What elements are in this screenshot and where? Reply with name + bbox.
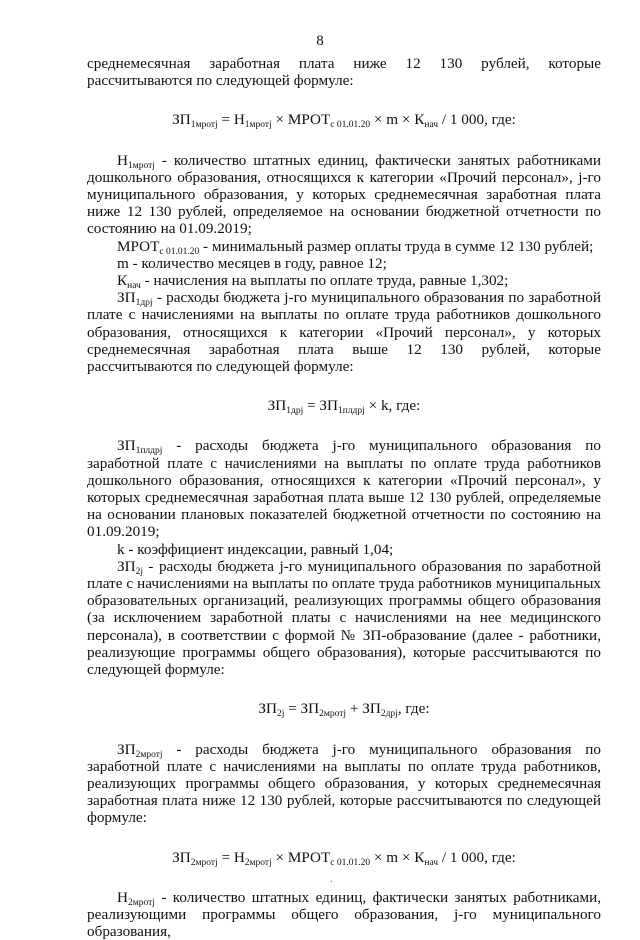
formula-zp2: $ЗП_{2j} = ЗП_{2мротj} + ЗП_{2дрj}$, где:: [258, 700, 430, 720]
formula-zp1dr: $ЗП_{1дрj} = ЗП_{1плдрj} \times k$, где:: [267, 397, 421, 417]
definition-m: m - количество месяцев в году, равное 12;: [117, 254, 387, 272]
definition-mrot: $МРОТ_{с 01.01.20}$ - минимальный размер оплаты труда в сумме 12 130 рублей;: [117, 237, 594, 257]
definition-zp1pldr: $ЗП_{1плдрj}$ - расходы бюджета j-го муниципального образования по заработной плате с начислениями на выплаты по оплате труда работников дошкольного образования, относящихся к категории «Прочий персонал», у которых среднемесячная заработная плата выше 12 130 рублей, определяемые на основании плановых показателей бюджетной отчетности по состоянию на 01.09.2019;: [87, 437, 601, 541]
definition-k: k - коэффициент индексации, равный 1,04;: [117, 540, 394, 558]
definition-knach: $К_{нач}$ - начисления на выплаты по оплате труда, равные 1,302;: [117, 272, 509, 292]
definition-n1mrot: $Н_{1мротj}$ - количество штатных единиц, фактически занятых работниками дошкольного образования, относящихся к категории «Прочий персонал», j-го муниципального образования, у которых среднемесячная заработная плата ниже 12 130 рублей, определяемое на основании бюджетной отчетности по состоянию на 01.09.2019;: [87, 151, 601, 238]
formula-zp1mrot: $ЗП_{1мротj} = Н_{1мротj}$ × $МРОТ_{с 01.01.20} \times m \times К_{нач} / 1$ 000, где:: [172, 111, 516, 131]
footer-mark: .: [330, 874, 333, 885]
definition-zp2mrot: $ЗП_{2мротj}$ - расходы бюджета j-го муниципального образования по заработной плате с начислениями на выплаты по оплате труда работников, реализующих программы общего образования, у которых среднемесячная заработная плата ниже 12 130 рублей, которые рассчитываются по следующей формуле:: [87, 740, 601, 827]
document-body: [87, 55, 601, 940]
page-number: 8: [316, 33, 324, 49]
definition-n2mrot: $Н_{2мротj}$ - количество штатных единиц, фактически занятых работниками, реализующими программы общего образования, j-го муниципального образования,: [87, 888, 601, 940]
definition-zp1dr: $ЗП_{1дрj}$ - расходы бюджета j-го муниципального образования по заработной плате с начислениями на выплаты по оплате труда работников дошкольного образования, относящихся к категории «Прочий персонал», у которых среднемесячная заработная плата выше 12 130 рублей, которые рассчитываются по следующей формуле:: [87, 289, 601, 376]
definition-zp2: $ЗП_{2j}$ - расходы бюджета j-го муниципального образования по заработной плате с начислениями на выплаты по оплате труда работников муниципальных образовательных организаций, реализующих программы общего образования (за исключением заработной платы с начислениями на нее медицинского персонала), в соответствии с формой № ЗП-образование (далее - работники, реализующие программы общего образования), которые рассчитываются по следующей формуле:: [87, 557, 601, 679]
formula-zp2mrot: $ЗП_{2мротj} = Н_{2мротj}$ × $МРОТ_{с 01.01.20} \times m \times К_{нач} / 1$ 000, где:: [172, 848, 516, 868]
paragraph: среднемесячная заработная плата ниже 12 130 рублей, которые рассчитываются по следующей формуле:: [87, 55, 601, 90]
